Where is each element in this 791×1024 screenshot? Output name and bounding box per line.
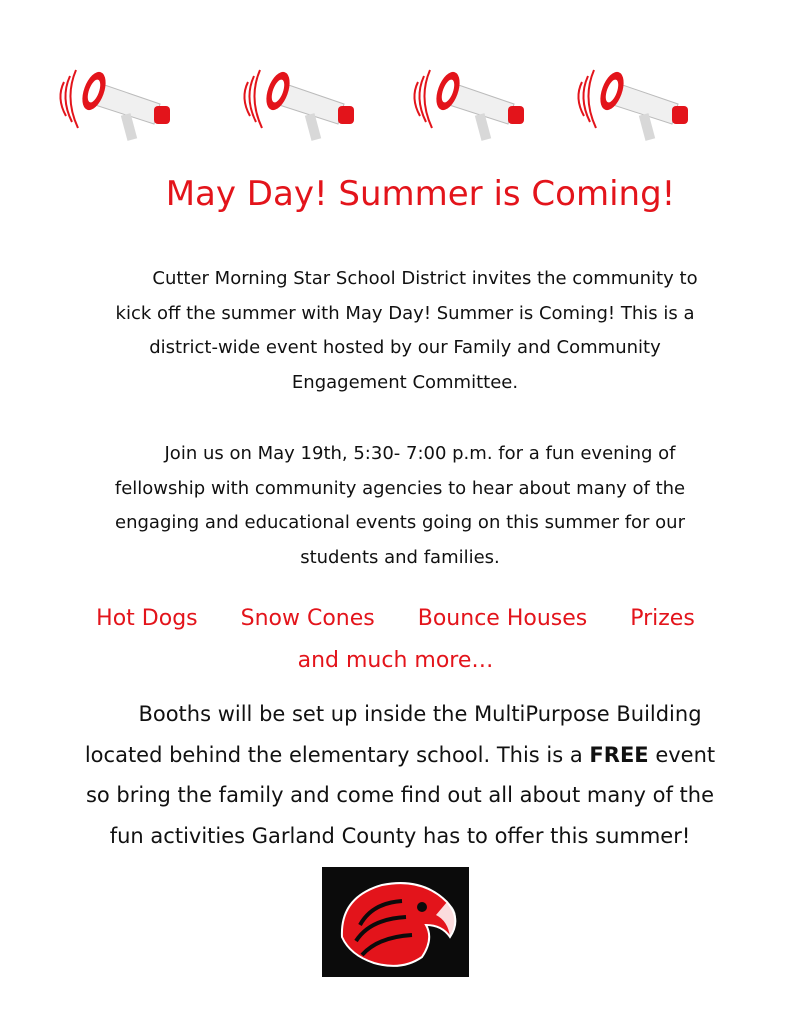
features-list	[0, 598, 791, 682]
details-line: Join us on May 19th, 5:30- 7:00 p.m. for a fun evening of	[164, 443, 676, 464]
features-row	[0, 598, 791, 640]
details-line: students and families.	[300, 546, 500, 568]
intro-line: district-wide event hosted by our Family and Community	[149, 337, 661, 358]
megaphone-icon	[404, 40, 534, 150]
booths-line: fun activities Garland County has to offer this summer!	[109, 823, 691, 848]
intro-paragraph	[60, 262, 750, 400]
booths-line: so bring the family and come find out all about many of the	[85, 783, 715, 807]
features-more: and much more…	[297, 648, 494, 673]
free-highlight: FREE	[589, 742, 649, 767]
eagle-head-logo-icon	[322, 867, 469, 977]
booths-text: event	[648, 742, 716, 767]
booths-line	[40, 735, 760, 776]
page-title: May Day! Summer is Coming!	[165, 174, 676, 214]
booths-paragraph	[40, 694, 760, 856]
intro-line: Cutter Morning Star School District invites the community to	[152, 268, 698, 289]
intro-line: kick off the summer with May Day! Summer is Coming! This is a	[115, 302, 695, 324]
intro-line: Engagement Committee.	[291, 371, 519, 393]
booths-text: located behind the elementary school. This is a	[84, 742, 590, 767]
event-details-paragraph	[62, 437, 738, 575]
booths-line: Booths will be set up inside the MultiPurpose Building	[138, 702, 702, 726]
feature-item: Hot Dogs	[96, 606, 198, 631]
megaphone-icon	[234, 40, 364, 150]
feature-item: Prizes	[630, 606, 695, 631]
details-line: fellowship with community agencies to hear about many of the	[114, 477, 686, 499]
megaphone-icon	[50, 40, 180, 150]
feature-item: Snow Cones	[240, 606, 375, 631]
megaphone-icon	[568, 40, 698, 150]
feature-item: Bounce Houses	[417, 606, 588, 631]
details-line: engaging and educational events going on this summer for our	[115, 512, 685, 533]
